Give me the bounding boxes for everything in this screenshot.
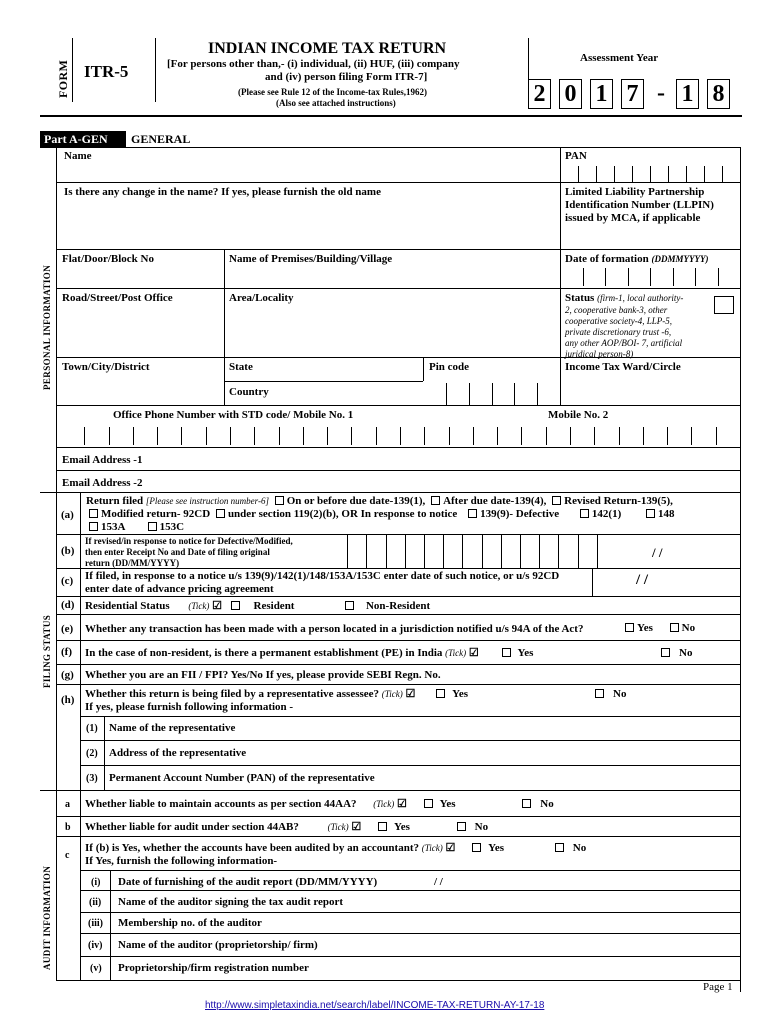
pin-code-field[interactable] [423, 383, 560, 405]
jurisdiction-question: Whether any transaction has been made with a person located in a jurisdiction notified u/s 94A of the Act? [85, 623, 584, 635]
field-tick [376, 427, 377, 445]
filing-a-label: (a) [61, 509, 74, 521]
field-tick [596, 166, 597, 182]
pe-no-checkbox[interactable] [661, 648, 670, 657]
status-code-box[interactable] [714, 296, 734, 314]
year-digit: 7 [621, 79, 644, 109]
filing-d-label: (d) [61, 599, 75, 611]
field-tick [443, 534, 444, 568]
audit-b-no-checkbox[interactable] [457, 822, 466, 831]
non-resident-checkbox[interactable] [345, 601, 354, 610]
original-return-date[interactable]: / / [652, 545, 663, 560]
residential-status-row: Residential Status (Tick) ☑ Resident Non-Resident [85, 600, 431, 613]
status-help-3: cooperative society-4, LLP-5, [565, 316, 672, 326]
footer-link[interactable]: http://www.simpletaxindia.net/search/label/INCOME-TAX-RETURN-AY-17-18 [205, 1000, 545, 1011]
filing-c-label: (c) [61, 575, 74, 587]
filing-b-label: (b) [61, 545, 75, 557]
form-subtitle-2: and (iv) person filing Form ITR-7] [265, 71, 428, 83]
field-tick [400, 427, 401, 445]
year-digit: 1 [590, 79, 613, 109]
field-tick [520, 534, 521, 568]
representative-yes-checkbox[interactable] [436, 689, 445, 698]
field-tick [347, 534, 348, 568]
jurisdiction-no-checkbox[interactable] [670, 623, 679, 632]
section-119-checkbox[interactable] [216, 509, 225, 518]
field-tick [650, 166, 651, 182]
form-subtitle-1: [For persons other than,- (i) individual, (ii) HUF, (iii) company [167, 58, 460, 70]
representative-tick-checkbox[interactable]: ☑ [405, 688, 416, 700]
notice-date[interactable]: / / [636, 572, 649, 588]
audit-a-tick-checkbox[interactable]: ☑ [397, 798, 407, 810]
notice-148-checkbox[interactable] [646, 509, 655, 518]
pe-no-option: No [658, 647, 692, 660]
form-title: INDIAN INCOME TAX RETURN [208, 40, 447, 57]
field-tick [537, 383, 538, 405]
representative-question: Whether this return is being filed by a representative assessee? (Tick) ☑ Yes [85, 688, 469, 701]
field-tick [583, 268, 584, 286]
field-tick [521, 427, 522, 445]
field-tick [668, 166, 669, 182]
field-tick [722, 166, 723, 182]
field-tick [366, 534, 367, 568]
audit-b-label: b [65, 822, 71, 833]
audit-c-yes-checkbox[interactable] [472, 843, 481, 852]
field-tick [386, 534, 387, 568]
notice-153a-checkbox[interactable] [89, 522, 98, 531]
field-tick [351, 427, 352, 445]
after-due-checkbox[interactable] [431, 496, 440, 505]
field-tick [578, 534, 579, 568]
rep-address-label: Address of the representative [109, 747, 247, 759]
audit-iv-label: (iv) [88, 940, 103, 951]
status-label: Status (firm-1, local authority- [565, 292, 684, 304]
status-help-4: private discretionary trust -6, [565, 327, 672, 337]
filing-c-line1: If filed, in response to a notice u/s 139(9)/142(1)/148/153A/153C enter date of such notice, or u/s 92CD [85, 570, 560, 582]
rep-1-label: (1) [86, 723, 98, 734]
auditor-name-label: Name of the auditor signing the tax audit report [118, 896, 344, 908]
field-tick [133, 427, 134, 445]
form-name: ITR-5 [84, 62, 129, 81]
audit-i-label: (i) [91, 877, 101, 888]
office-phone-field[interactable] [60, 427, 740, 445]
instructions-note: (Also see attached instructions) [276, 98, 396, 108]
field-tick [279, 427, 280, 445]
defective-139-9-checkbox[interactable] [468, 509, 477, 518]
flat-label: Flat/Door/Block No [62, 253, 154, 265]
representative-no-option: No [592, 688, 626, 701]
field-tick [473, 427, 474, 445]
filing-b-line2: then enter Receipt No and Date of filing original [85, 547, 270, 557]
audit-report-date-label: Date of furnishing of the audit report (DD/MM/YYYY) [118, 876, 378, 888]
field-tick [718, 268, 719, 286]
audit-a-label: a [65, 799, 70, 810]
ward-label: Income Tax Ward/Circle [565, 361, 681, 373]
auditor-firm-label: Name of the auditor (proprietorship/ firm) [118, 939, 318, 951]
llpin-label-1: Limited Liability Partnership [565, 186, 705, 198]
audit-b-tick-checkbox[interactable]: ☑ [351, 821, 362, 833]
revised-return-checkbox[interactable] [552, 496, 561, 505]
state-label: State [229, 361, 253, 373]
field-tick [424, 534, 425, 568]
field-tick [469, 383, 470, 405]
rule-note: (Please see Rule 12 of the Income-tax Rules,1962) [238, 87, 427, 97]
field-tick [673, 268, 674, 286]
field-tick [643, 427, 644, 445]
field-tick [230, 427, 231, 445]
field-tick [449, 427, 450, 445]
llpin-label-2: Identification Number (LLPIN) [565, 199, 714, 211]
audit-a-no-checkbox[interactable] [522, 799, 531, 808]
part-tag-label: Part A-GEN [44, 132, 108, 146]
rep-3-label: (3) [86, 773, 98, 784]
audit-c-no-checkbox[interactable] [555, 843, 564, 852]
field-tick [157, 427, 158, 445]
filing-a-row3: 153A 153C [86, 521, 184, 534]
field-tick [578, 166, 579, 182]
office-phone-label: Office Phone Number with STD code/ Mobile No. 1 [113, 409, 354, 421]
field-tick [597, 534, 598, 568]
filing-c-line2: enter date of advance pricing agreement [85, 583, 274, 595]
email1-label: Email Address -1 [62, 454, 143, 466]
filing-a-row2: Modified return- 92CD under section 119(2)(b), OR In response to notice 139(9)- Defective 142(1) 148 [86, 508, 675, 521]
field-tick [632, 166, 633, 182]
field-tick [303, 427, 304, 445]
notice-153c-checkbox[interactable] [148, 522, 157, 531]
filing-f-label: (f) [61, 646, 72, 658]
field-tick [619, 427, 620, 445]
field-tick [405, 534, 406, 568]
audit-c-label: c [65, 850, 70, 861]
assessment-year-label: Assessment Year [580, 52, 659, 64]
field-tick [716, 427, 717, 445]
receipt-number-field[interactable] [328, 534, 616, 568]
field-tick [497, 427, 498, 445]
date-of-formation-field[interactable] [560, 268, 740, 286]
field-tick [109, 427, 110, 445]
filing-e-label: (e) [61, 623, 74, 635]
audit-iii-label: (iii) [88, 918, 103, 929]
field-tick [501, 534, 502, 568]
mobile2-label: Mobile No. 2 [548, 409, 609, 421]
on-before-due-checkbox[interactable] [275, 496, 284, 505]
filing-a-row1: Return filed [Please see instruction number-6] On or before due date-139(1), After due date-139(4), Revised Return-139(5), [86, 495, 673, 507]
status-help-2: 2, cooperative bank-3, other [565, 305, 668, 315]
field-tick [254, 427, 255, 445]
pan-label: PAN [565, 150, 587, 162]
pe-tick-checkbox[interactable]: ☑ [468, 647, 479, 659]
audit-report-date[interactable]: / / [434, 876, 443, 888]
field-tick [462, 534, 463, 568]
part-title: GENERAL [131, 132, 191, 146]
audit-information-side-label: AUDIT INFORMATION [42, 865, 52, 970]
audit-v-label: (v) [90, 963, 102, 974]
field-tick [691, 427, 692, 445]
audit-c-note: If Yes, furnish the following information- [85, 855, 278, 867]
audit-ii-label: (ii) [89, 897, 102, 908]
filing-h-label: (h) [61, 694, 75, 706]
field-tick [594, 427, 595, 445]
field-tick [704, 166, 705, 182]
notice-142-1-checkbox[interactable] [580, 509, 589, 518]
field-tick [570, 427, 571, 445]
rep-2-label: (2) [86, 748, 98, 759]
audit-c-question: If (b) is Yes, whether the accounts have been audited by an accountant? (Tick) ☑ Yes No [85, 842, 587, 855]
audit-b-yes-checkbox[interactable] [378, 822, 387, 831]
resident-empty-box [231, 601, 240, 610]
email2-label: Email Address -2 [62, 477, 143, 489]
fii-question: Whether you are an FII / FPI? Yes/No If yes, please provide SEBI Regn. No. [85, 669, 441, 681]
field-tick [650, 268, 651, 286]
area-label: Area/Locality [229, 292, 294, 304]
field-tick [558, 534, 559, 568]
filing-g-label: (g) [61, 669, 74, 681]
year-digit: 8 [707, 79, 730, 109]
field-tick [546, 427, 547, 445]
page-number: Page 1 [703, 981, 733, 993]
representative-no-checkbox[interactable] [595, 689, 604, 698]
pe-question: In the case of non-resident, is there a permanent establishment (PE) in India (Tick) ☑ Yes [85, 647, 534, 660]
filing-status-side-label: FILING STATUS [42, 614, 52, 688]
field-tick [514, 383, 515, 405]
field-tick [686, 166, 687, 182]
field-tick [695, 268, 696, 286]
jurisdiction-options: Yes No [622, 622, 695, 635]
llpin-label-3: issued by MCA, if applicable [565, 212, 701, 224]
audit-b-question: Whether liable for audit under section 44AB? (Tick) ☑ Yes No [85, 821, 489, 834]
field-tick [446, 383, 447, 405]
field-tick [424, 427, 425, 445]
field-tick [84, 427, 85, 445]
audit-c-tick-checkbox[interactable]: ☑ [445, 842, 456, 854]
form-word: FORM [56, 59, 70, 98]
audit-a-question: Whether liable to maintain accounts as per section 44AA? (Tick) ☑ Yes No [85, 798, 554, 811]
year-digit: 2 [528, 79, 551, 109]
rep-pan-label: Permanent Account Number (PAN) of the representative [109, 772, 375, 784]
field-tick [206, 427, 207, 445]
filing-b-line3: return (DD/MM/YYYY) [85, 558, 180, 568]
personal-information-side-label: PERSONAL INFORMATION [42, 264, 52, 390]
representative-info-note: If yes, please furnish following information - [85, 701, 294, 713]
field-tick [181, 427, 182, 445]
status-help-5: any other AOP/BOI- 7, artificial [565, 338, 683, 348]
field-tick [327, 427, 328, 445]
membership-label: Membership no. of the auditor [118, 917, 262, 929]
pe-yes-checkbox[interactable] [502, 648, 511, 657]
field-tick [628, 268, 629, 286]
field-tick [605, 268, 606, 286]
country-label: Country [229, 386, 269, 398]
field-tick [539, 534, 540, 568]
name-label: Name [64, 150, 92, 162]
formation-label: Date of formation (DDMMYYYY) [565, 253, 709, 265]
status-help-6: juridical person-8) [565, 349, 634, 359]
year-digit: 0 [559, 79, 582, 109]
year-dash: - [657, 80, 665, 106]
filing-b-line1: If revised/in response to notice for Defective/Modified, [85, 536, 293, 546]
town-label: Town/City/District [62, 361, 150, 373]
year-digit: 1 [676, 79, 699, 109]
field-tick [492, 383, 493, 405]
name-change-label: Is there any change in the name? If yes, please furnish the old name [64, 186, 381, 198]
field-tick [482, 534, 483, 568]
rep-name-label: Name of the representative [109, 722, 236, 734]
pan-field[interactable] [560, 166, 740, 182]
road-label: Road/Street/Post Office [62, 292, 173, 304]
pin-label: Pin code [429, 361, 470, 373]
premises-label: Name of Premises/Building/Village [229, 253, 393, 265]
field-tick [614, 166, 615, 182]
firm-registration-label: Proprietorship/firm registration number [118, 962, 309, 974]
resident-checkbox[interactable]: ☑ [212, 600, 223, 612]
jurisdiction-yes-checkbox[interactable] [625, 623, 634, 632]
field-tick [667, 427, 668, 445]
audit-a-yes-checkbox[interactable] [424, 799, 433, 808]
modified-return-checkbox[interactable] [89, 509, 98, 518]
